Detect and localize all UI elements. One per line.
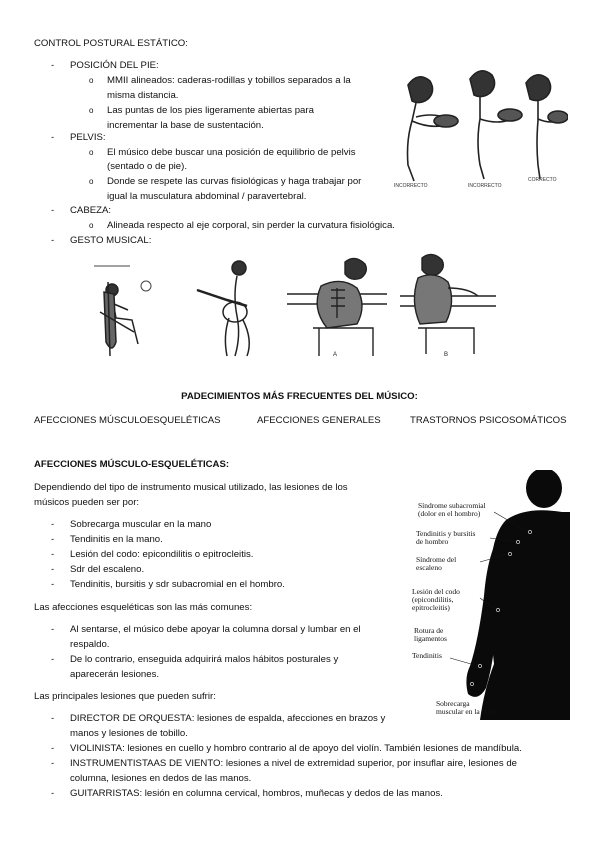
main-item-line: GUITARRISTAS: lesión en columna cervical, hombros, muñecas y dedos de las manos. — [70, 788, 443, 799]
svg-text:A: A — [333, 352, 338, 358]
body-label: Sobrecarga — [436, 699, 470, 708]
common-item-line: respaldo. — [70, 639, 110, 650]
category-generales: AFECCIONES GENERALES — [257, 415, 381, 426]
bullet-dash: - — [51, 788, 55, 799]
main-item-line: INSTRUMENTISTAAS DE VIENTO: lesiones a nivel de extremidad superior, por insuflar aire, lesiones de — [70, 758, 517, 769]
cause-item: Tendinitis en la mano. — [70, 534, 163, 545]
main-item-line: DIRECTOR DE ORQUESTA: lesiones de espalda, afecciones en brazos y — [70, 713, 386, 724]
bullet-dash: - — [51, 519, 55, 530]
violinist-posture-illustration — [388, 55, 568, 205]
body-label: escaleno — [416, 563, 442, 572]
pianist-b-illustration — [398, 252, 498, 358]
main-title: Las principales lesiones que pueden sufrir: — [34, 691, 216, 702]
bullet-dash: - — [51, 579, 55, 590]
category-musculoesqueleticas: AFECCIONES MÚSCULOESQUELÉTICAS — [34, 415, 221, 426]
bullet-circle: o — [89, 106, 94, 115]
bullet-dash: - — [51, 743, 55, 754]
bullet-dash: - — [51, 235, 55, 246]
item-label-pelvis: PELVIS: — [70, 132, 106, 143]
body-label: Síndrome subacromial — [418, 501, 486, 510]
body-label: Tendinitis y bursitis — [416, 529, 476, 538]
bullet-circle: o — [89, 177, 94, 186]
cause-item: Tendinitis, bursitis y sdr subacromial en el hombro. — [70, 579, 285, 590]
bullet-circle: o — [89, 221, 94, 230]
bullet-dash: - — [51, 549, 55, 560]
intro-line: músicos pueden ser por: — [34, 497, 140, 508]
category-psicosomaticos: TRASTORNOS PSICOSOMÁTICOS — [410, 415, 567, 426]
common-title: Las afecciones esqueléticas son las más comunes: — [34, 602, 253, 613]
main-item-line: manos y lesiones de tobillo. — [70, 728, 188, 739]
cause-item: Sdr del escaleno. — [70, 564, 145, 575]
section-title-padecimientos: PADECIMIENTOS MÁS FRECUENTES DEL MÚSICO: — [181, 391, 418, 402]
sub-item-line: misma distancia. — [107, 90, 179, 101]
body-label: epitrocleitis) — [412, 603, 450, 612]
bullet-dash: - — [51, 758, 55, 769]
violinist-caption: INCORRECTO — [468, 183, 502, 189]
bullet-dash: - — [51, 132, 55, 143]
sub-item-line: incrementar la base de sustentación. — [107, 120, 264, 131]
bullet-circle: o — [89, 148, 94, 157]
section-title-postural: CONTROL POSTURAL ESTÁTICO: — [34, 38, 188, 49]
main-item-line: columna, lesiones en dedos de las manos. — [70, 773, 252, 784]
item-label-cabeza: CABEZA: — [70, 205, 112, 216]
sub-item-line: Alineada respecto al eje corporal, sin perder la curvatura fisiológica. — [107, 220, 395, 231]
svg-text:B: B — [444, 352, 449, 358]
item-label-gesto-musical: GESTO MUSICAL: — [70, 235, 152, 246]
sub-item-line: MMII alineados: caderas-rodillas y tobillos separados a la — [107, 75, 351, 86]
violinist-caption: CORRECTO — [528, 177, 557, 183]
cause-item: Lesión del codo: epicondilitis o epitrocleitis. — [70, 549, 254, 560]
body-label: Tendinitis — [412, 651, 442, 660]
body-label: Rotura de — [414, 626, 444, 635]
bullet-dash: - — [51, 534, 55, 545]
guitarist-standing-illustration — [189, 250, 265, 360]
sub-item-line: igual la musculatura abdominal / paravertebral. — [107, 191, 307, 202]
common-item-line: De lo contrario, enseguida adquirirá malos hábitos posturales y — [70, 654, 339, 665]
common-item-line: aparecerán lesiones. — [70, 669, 160, 680]
common-item-line: Al sentarse, el músico debe apoyar la columna dorsal y lumbar en el — [70, 624, 361, 635]
body-silhouette-injuries-diagram — [410, 470, 570, 720]
body-label: muscular en la mano — [436, 707, 499, 716]
cellist-illustration — [90, 252, 162, 360]
bullet-circle: o — [89, 76, 94, 85]
bullet-dash: - — [51, 713, 55, 724]
body-label: Síndrome del — [416, 555, 457, 564]
section-title-afecciones: AFECCIONES MÚSCULO-ESQUELÉTICAS: — [34, 459, 230, 470]
item-label-pie: POSICIÓN DEL PIE: — [70, 60, 159, 71]
main-item-line: VIOLINISTA: lesiones en cuello y hombro contrario al de apoyo del violín. También lesiones de mandíbula. — [70, 743, 522, 754]
bullet-dash: - — [51, 564, 55, 575]
pianist-a-illustration — [285, 252, 387, 358]
sub-item-line: (sentado o de pie). — [107, 161, 188, 172]
sub-item-line: Las puntas de los pies ligeramente abiertas para — [107, 105, 314, 116]
bullet-dash: - — [51, 624, 55, 635]
body-label: de hombro — [416, 537, 449, 546]
body-label: (epicondilitis, — [412, 595, 454, 604]
sub-item-line: El músico debe buscar una posición de equilibrio de pelvis — [107, 147, 356, 158]
sub-item-line: Donde se respete las curvas fisiológicas y haga trabajar por — [107, 176, 362, 187]
intro-line: Dependiendo del tipo de instrumento musical utilizado, las lesiones de los — [34, 482, 348, 493]
cause-item: Sobrecarga muscular en la mano — [70, 519, 212, 530]
bullet-dash: - — [51, 654, 55, 665]
body-label: Lesión del codo — [412, 587, 460, 596]
violinist-caption: INCORRECTO — [394, 183, 428, 189]
bullet-dash: - — [51, 60, 55, 71]
body-label: (dolor en el hombro) — [418, 509, 481, 518]
body-label: ligamentos — [414, 634, 447, 643]
bullet-dash: - — [51, 205, 55, 216]
